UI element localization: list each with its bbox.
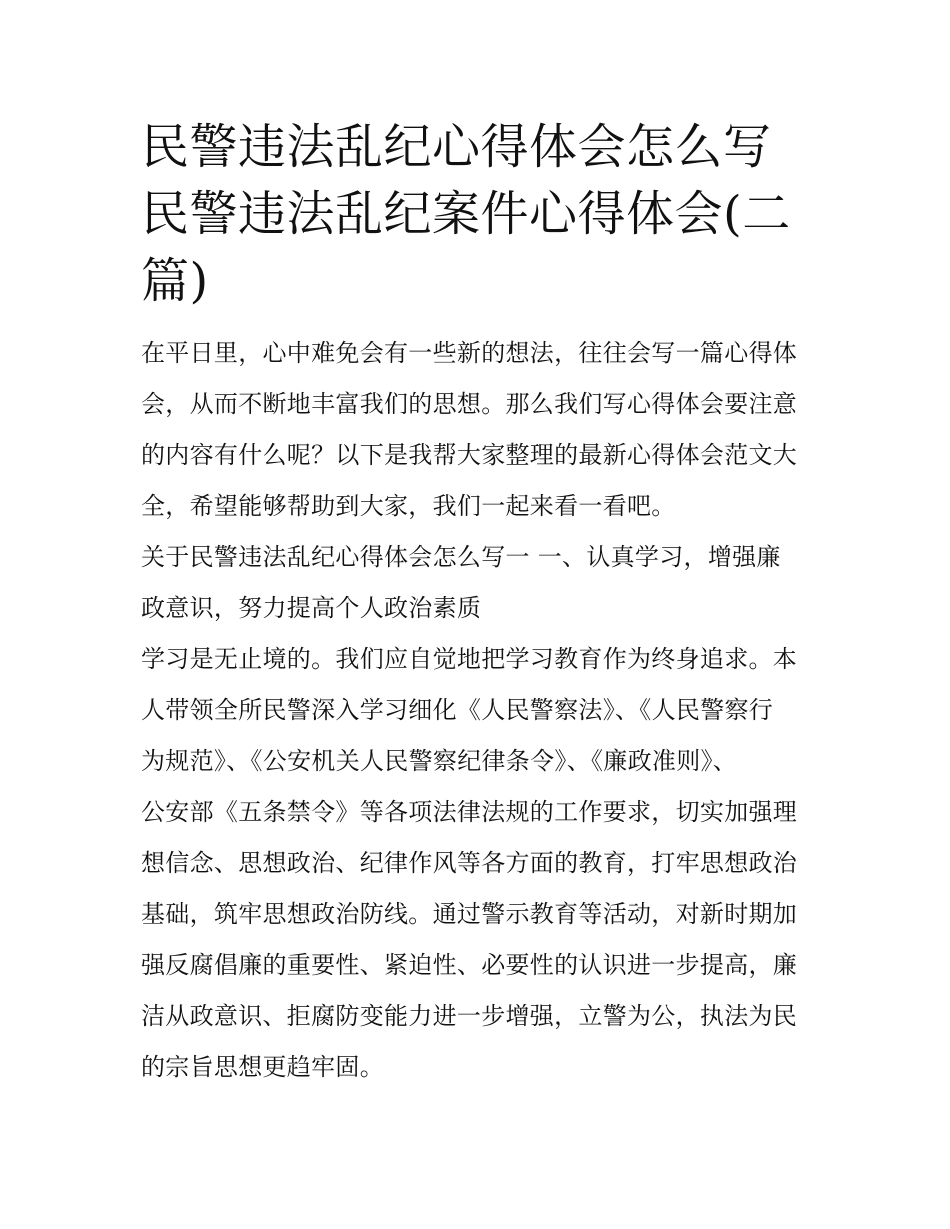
intro-paragraph xyxy=(141,328,813,532)
text-line: 基础，筑牢思想政治防线。通过警示教育等活动，对新时期加 xyxy=(141,900,798,928)
text-line: 关于民警违法乱纪心得体会怎么写一 一、认真学习，增强廉 xyxy=(141,543,781,571)
section-heading-paragraph xyxy=(141,532,813,634)
text-line: 想信念、思想政治、纪律作风等各方面的教育，打牢思想政治 xyxy=(141,849,798,877)
text-line: 会，从而不断地丰富我们的思想。那么我们写心得体会要注意 xyxy=(141,390,798,418)
document-body xyxy=(141,328,813,1093)
text-line: 洁从政意识、拒腐防变能力进一步增强，立警为公，执法为民 xyxy=(141,1002,798,1030)
study-paragraph xyxy=(141,634,813,1093)
text-line: 人带领全所民警深入学习细化《人民警察法》、《人民警察行 xyxy=(141,696,774,724)
text-line: 的宗旨思想更趋牢固。 xyxy=(141,1053,384,1081)
text-line: 全，希望能够帮助到大家，我们一起来看一看吧。 xyxy=(141,492,676,520)
document-content xyxy=(141,114,813,1093)
document-title xyxy=(141,114,813,315)
text-line: 公安部《五条禁令》等各项法律法规的工作要求，切实加强理 xyxy=(141,798,798,826)
text-line: 强反腐倡廉的重要性、紧迫性、必要性的认识进一步提高，廉 xyxy=(141,951,798,979)
title-line: 篇) xyxy=(141,253,209,309)
text-line: 在平日里，心中难免会有一些新的想法，往往会写一篇心得体 xyxy=(141,339,798,367)
text-line: 政意识，努力提高个人政治素质 xyxy=(141,594,482,622)
title-line: 民警违法乱纪案件心得体会(二 xyxy=(141,186,791,242)
text-line: 学习是无止境的。我们应自觉地把学习教育作为终身追求。本 xyxy=(141,645,798,673)
text-line: 为规范》、《公安机关人民警察纪律条令》、《廉政准则》、 xyxy=(141,747,738,775)
title-line: 民警违法乱纪心得体会怎么写 xyxy=(141,119,772,175)
text-line: 的内容有什么呢？以下是我帮大家整理的最新心得体会范文大 xyxy=(141,441,798,469)
